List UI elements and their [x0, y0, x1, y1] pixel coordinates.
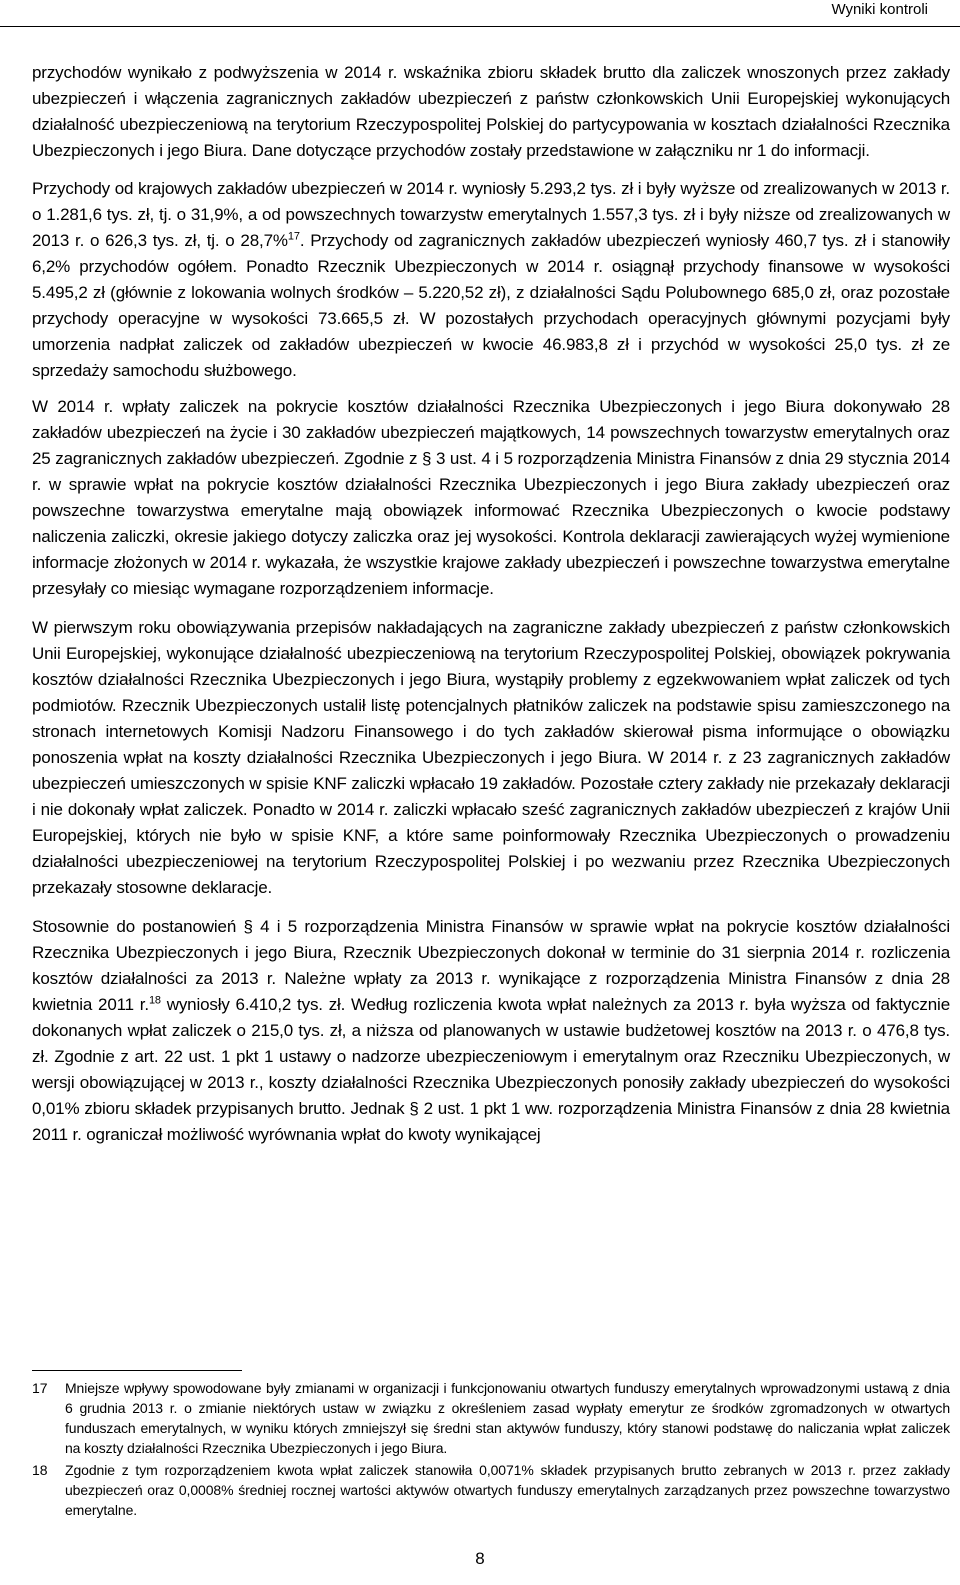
footnote-text: Mniejsze wpływy spowodowane były zmianami w organizacji i funkcjonowaniu otwartych funduszy emerytalnych wprowadzonymi ustawą z dnia 6 grudnia 2013 r. o zmianie niektórych ustaw w związku z określeniem zasad wypłaty emerytur ze środków zgromadzonych w otwartych funduszach emerytalnych, w wyniku których zmniejszył się średni stan aktywów funduszy, który stanowi podstawę do naliczania wpłat zaliczek na koszty działalności Rzecznika Ubezpieczonych i jego Biura. — [65, 1380, 950, 1456]
paragraph-5-text-after: wyniosły 6.410,2 tys. zł. Według rozliczenia kwota wpłat należnych za 2013 r. była wyższa od faktycznie dokonanych wpłat zaliczek o 215,0 tys. zł, a niższa od planowanych w ustawie budżetowej kosztów na 2013 r. o 476,8 tys. zł. Zgodnie z art. 22 ust. 1 pkt 1 ustawy o nadzorze ubezpieczeniowym i emerytalnym oraz Rzeczniku Ubezpieczonych, w wersji obowiązującej w 2013 r., koszty działalności Rzecznika Ubezpieczonych ponosiły zakłady ubezpieczeń do wysokości 0,01% zbioru składek przypisanych brutto. Jednak § 2 ust. 1 pkt 1 ww. rozporządzenia Ministra Finansów z dnia 28 kwietnia 2011 r. ograniczał możliwość wyrównania wpłat do kwoty wynikającej — [32, 995, 950, 1144]
paragraph-5-text-before: Stosownie do postanowień § 4 i 5 rozporządzenia Ministra Finansów w sprawie wpłat na pokrycie kosztów działalności Rzecznika Ubezpieczonych i jego Biura, Rzecznik Ubezpieczonych dokonał w terminie do 31 sierpnia 2014 r. rozliczenia kosztów działalności za 2013 r. Należne wpłaty za 2013 r. wynikające z rozporządzenia Ministra Finansów z dnia 28 kwietnia 2011 r. — [32, 917, 950, 1014]
paragraph-2-text-before: Przychody od krajowych zakładów ubezpieczeń w 2014 r. wyniosły 5.293,2 tys. zł i były wyższe od zrealizowanych w 2013 r. o 1.281,6 tys. zł, tj. o 31,9%, a od powszechnych towarzystw emerytalnych 1.557,3 tys. zł i były niższe od zrealizowanych w 2013 r. o 626,3 tys. zł, tj. o 28,7% — [32, 179, 950, 250]
header-title: Wyniki kontroli — [831, 1, 928, 18]
paragraph-3: W 2014 r. wpłaty zaliczek na pokrycie kosztów działalności Rzecznika Ubezpieczonych i jego Biura dokonywało 28 zakładów ubezpieczeń na życie i 30 zakładów ubezpieczeń majątkowych, 14 powszechnych towarzystw emerytalnych oraz 25 zagranicznych zakładów ubezpieczeń. Zgodnie z § 3 ust. 4 i 5 rozporządzenia Ministra Finansów z dnia 29 stycznia 2014 r. w sprawie wpłat na pokrycie kosztów działalności Rzecznika Ubezpieczonych i jego Biura zakłady ubezpieczeń oraz powszechne towarzystwa emerytalne mają obowiązek informować Rzecznika Ubezpieczonych o kwocie podstawy naliczenia zaliczki, okresie jakiego dotyczy zaliczka oraz jej wysokości. Kontrola deklaracji zawierających wyżej wymienione informacje złożonych w 2014 r. wykazała, że wszystkie krajowe zakłady ubezpieczeń i powszechne towarzystwa emerytalne przesyłały co miesiąc wymagane rozporządzeniem informacje. — [32, 397, 950, 598]
paragraph-5 — [32, 914, 950, 1148]
page-number: 8 — [475, 1549, 485, 1568]
footnote-18 — [32, 1460, 950, 1520]
footnote-number: 18 — [32, 1462, 48, 1478]
footnote-separator — [32, 1370, 242, 1371]
page-header — [0, 0, 960, 27]
paragraph-2 — [32, 176, 950, 384]
paragraph-1: przychodów wynikało z podwyższenia w 2014 r. wskaźnika zbioru składek brutto dla zaliczek wnoszonych przez zakłady ubezpieczeń i włączenia zagranicznych zakładów ubezpieczeń z państw członkowskich Unii Europejskiej wykonujących działalność ubezpieczeniową na terytorium Rzeczypospolitej Polskiej do partycypowania w kosztach działalności Rzecznika Ubezpieczonych i jego Biura. Dane dotyczące przychodów zostały przedstawione w załączniku nr 1 do informacji. — [32, 63, 950, 160]
body-text — [32, 60, 950, 1148]
footnote-text: Zgodnie z tym rozporządzeniem kwota wpłat zaliczek stanowiła 0,0071% składek przypisanych brutto zebranych w 2013 r. przez zakłady ubezpieczeń oraz 0,0008% średniej rocznej wartości aktywów otwartych funduszy emerytalnych zarządzanych przez powszechne towarzystwo emerytalne. — [65, 1462, 950, 1518]
footnote-number: 17 — [32, 1380, 48, 1396]
footnote-17 — [32, 1378, 950, 1458]
paragraph-2-text-after: . Przychody od zagranicznych zakładów ubezpieczeń wyniosły 460,7 tys. zł i stanowiły 6,2% przychodów ogółem. Ponadto Rzecznik Ubezpieczonych w 2014 r. osiągnął przychody finansowe w wysokości 5.495,2 zł (głównie z lokowania wolnych środków – 5.220,52 zł), z działalności Sądu Polubownego 685,0 zł, oraz pozostałe przychody operacyjne w wysokości 73.665,5 zł. W pozostałych przychodach operacyjnych głównymi pozycjami były umorzenia nadpłat zaliczek od zakładów ubezpieczeń w kwocie 46.983,8 zł i przychód w wysokości 25,0 tys. zł ze sprzedaży samochodu służbowego. — [32, 231, 950, 380]
footnotes — [32, 1378, 950, 1522]
footnote-ref-17[interactable]: 17 — [287, 230, 300, 243]
paragraph-4: W pierwszym roku obowiązywania przepisów nakładających na zagraniczne zakłady ubezpieczeń z państw członkowskich Unii Europejskiej, wykonujące działalność ubezpieczeniową na terytorium Rzeczypospolitej Polskiej, obowiązek pokrywania kosztów działalności Rzecznika Ubezpieczonych i jego Biura, wystąpiły problemy z egzekwowaniem wpłat zaliczek od tych podmiotów. Rzecznik Ubezpieczonych ustalił listę potencjalnych płatników zaliczek na podstawie spisu zamieszczonego na stronach internetowych Komisji Nadzoru Finansowego i do tych zakładów skierował pisma informujące o obowiązku ponoszenia wpłat na koszty działalności Rzecznika Ubezpieczonych i jego Biura. W 2014 r. z 23 zagranicznych zakładów ubezpieczeń umieszczonych w spisie KNF zaliczki wpłacało 19 zakładów. Pozostałe cztery zakłady nie przekazały deklaracji i nie dokonały wpłat zaliczek. Ponadto w 2014 r. zaliczki wpłacało sześć zagranicznych zakładów ubezpieczeń z krajów Unii Europejskiej, których nie było w spisie KNF, a które same poinformowały Rzecznika Ubezpieczonych o prowadzeniu działalności ubezpieczeniowej na terytorium Rzeczypospolitej Polskiej i po wezwaniu przez Rzecznika Ubezpieczonych przekazały stosowne deklaracje. — [32, 618, 950, 897]
footnote-ref-18[interactable]: 18 — [148, 994, 161, 1007]
